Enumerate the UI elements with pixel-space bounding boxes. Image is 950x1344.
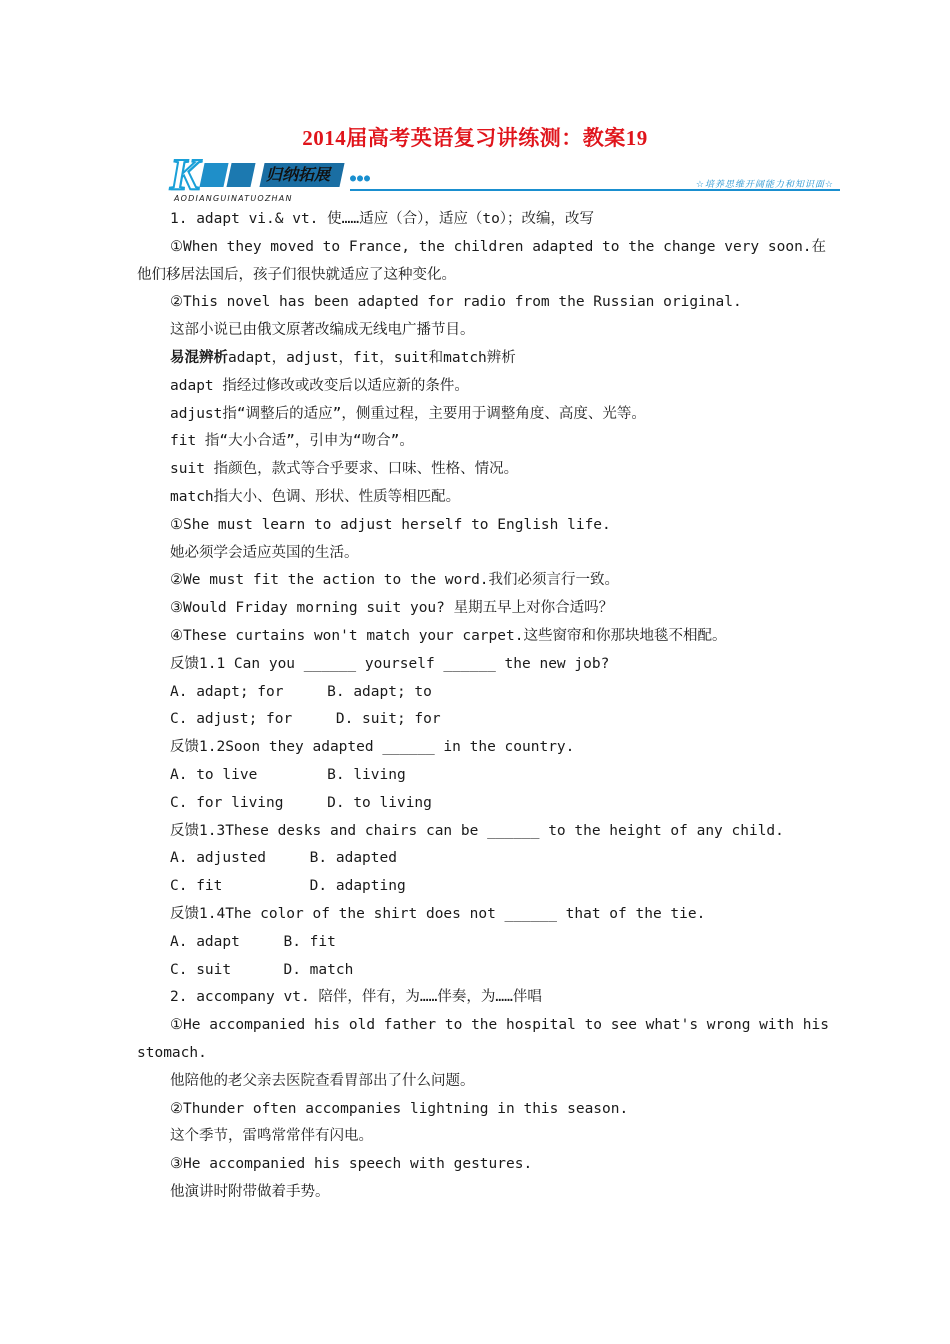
- note-line: adjust指“调整后的适应”，侧重过程，主要用于调整角度、高度、光等。: [170, 405, 646, 422]
- confusion-words: adapt，adjust，fit，suit和match辨析: [228, 349, 516, 366]
- example-line: ②Thunder often accompanies lightning in this season.: [170, 1100, 629, 1117]
- banner-dots: ●●●: [350, 173, 372, 184]
- exercise-question: 反馈1.1 Can you ______ yourself ______ the new job?: [170, 655, 610, 672]
- exercise-question: 反馈1.3These desks and chairs can be ______ to the height of any child.: [170, 822, 784, 839]
- example-translation: 她必须学会适应英国的生活。: [170, 544, 359, 561]
- exercise-options: A. adapt B. fit: [170, 933, 336, 950]
- document-body: [137, 206, 829, 1207]
- example-translation: 他陪他的老父亲去医院查看胃部出了什么问题。: [170, 1072, 475, 1089]
- example-translation: 他演讲时附带做着手势。: [170, 1183, 330, 1200]
- example-translation: 这部小说已由俄文原著改编成无线电广播节目。: [170, 322, 475, 339]
- example-translation: 他们移居法国后，孩子们很快就适应了这种变化。: [137, 266, 456, 283]
- banner-label: 归纳拓展: [266, 165, 331, 184]
- banner-bars: [202, 163, 253, 187]
- note-line: fit 指“大小合适”，引申为“吻合”。: [170, 433, 414, 450]
- exercise-options: A. adapt; for B. adapt; to: [170, 683, 432, 700]
- exercise-options: C. fit D. adapting: [170, 878, 406, 895]
- banner-k-logo: K: [170, 150, 200, 199]
- note-line: suit 指颜色，款式等合乎要求、口味、性格、情况。: [170, 461, 519, 478]
- exercise-options: C. adjust; for D. suit; for: [170, 711, 441, 728]
- example-line-continued: stomach.: [137, 1044, 207, 1061]
- exercise-options: A. adjusted B. adapted: [170, 850, 397, 867]
- example-line: ④These curtains won't match your carpet.这些窗帘和你那块地毯不相配。: [170, 627, 727, 644]
- exercise-options: C. suit D. match: [170, 961, 354, 978]
- confusion-heading: [137, 345, 817, 373]
- exercise-question: 反馈1.4The color of the shirt does not ______ that of the tie.: [170, 905, 706, 922]
- page-title: 2014届高考英语复习讲练测：教案19: [302, 126, 648, 150]
- section-banner: [170, 150, 840, 205]
- example-line: ①She must learn to adjust herself to English life.: [170, 516, 611, 533]
- banner-subtitle: AODIANGUINATUOZHAN: [174, 194, 293, 203]
- note-line: match指大小、色调、形状、性质等相匹配。: [170, 488, 461, 505]
- example-line: ①When they moved to France, the children adapted to the change very soon.在: [170, 238, 827, 255]
- exercise-options: A. to live B. living: [170, 766, 406, 783]
- banner-slogan: ☆培养思维开阔能力和知识面☆: [695, 180, 834, 190]
- example-line: ③Would Friday morning suit you? 星期五早上对你合适吗？: [170, 600, 614, 617]
- note-line: adapt 指经过修改或改变后以适应新的条件。: [170, 377, 469, 394]
- example-translation: 这个季节，雷鸣常常伴有闪电。: [170, 1128, 373, 1145]
- confusion-label: 易混辨析: [170, 349, 228, 366]
- vocab-entry-accompany: 2. accompany vt. 陪伴，伴有，为……伴奏，为……伴唱: [170, 989, 542, 1006]
- exercise-options: C. for living D. to living: [170, 794, 432, 811]
- example-line: ②We must fit the action to the word.我们必须言行一致。: [170, 572, 620, 589]
- vocab-entry-adapt: 1. adapt vi.& vt. 使……适应（合），适应（to）；改编，改写: [170, 211, 595, 227]
- exercise-question: 反馈1.2Soon they adapted ______ in the country.: [170, 739, 575, 756]
- example-line: ③He accompanied his speech with gestures.: [170, 1156, 533, 1173]
- example-line: ①He accompanied his old father to the hospital to see what's wrong with his: [170, 1017, 829, 1034]
- example-line: ②This novel has been adapted for radio from the Russian original.: [170, 294, 742, 311]
